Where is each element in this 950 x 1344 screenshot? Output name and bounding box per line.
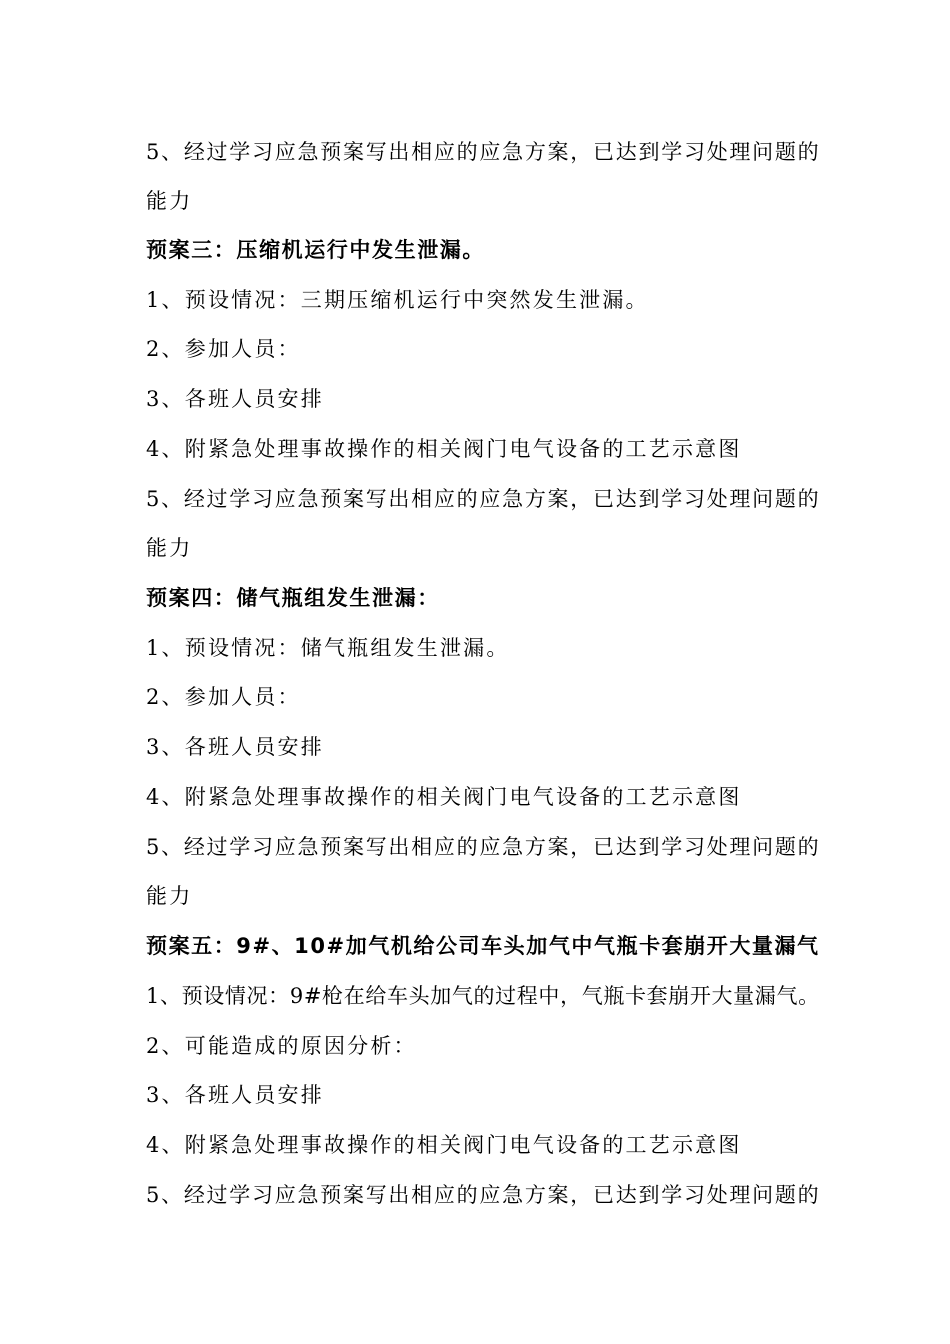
text-line: 5、经过学习应急预案写出相应的应急方案，已达到学习处理问题的 — [146, 487, 821, 511]
text-line: 能力 — [146, 536, 193, 560]
text-line: 1、预设情况：储气瓶组发生泄漏。 — [146, 636, 510, 660]
text-line: 3、各班人员安排 — [146, 1083, 324, 1107]
text-line: 4、附紧急处理事故操作的相关阀门电气设备的工艺示意图 — [146, 785, 742, 809]
text-line: 1、预设情况：9#枪在给车头加气的过程中，气瓶卡套崩开大量漏气。 — [146, 984, 820, 1008]
text-line: 2、可能造成的原因分析： — [146, 1034, 417, 1058]
text-line: 3、各班人员安排 — [146, 387, 324, 411]
text-line: 4、附紧急处理事故操作的相关阀门电气设备的工艺示意图 — [146, 437, 742, 461]
text-line: 能力 — [146, 884, 193, 908]
text-line: 1、预设情况：三期压缩机运行中突然发生泄漏。 — [146, 288, 649, 312]
text-line: 能力 — [146, 189, 193, 213]
text-line: 2、参加人员： — [146, 685, 301, 709]
text-line: 5、经过学习应急预案写出相应的应急方案，已达到学习处理问题的 — [146, 140, 821, 164]
text-line: 3、各班人员安排 — [146, 735, 324, 759]
section-heading: 预案五：9#、10#加气机给公司车头加气中气瓶卡套崩开大量漏气 — [146, 934, 820, 958]
text-line: 2、参加人员： — [146, 337, 301, 361]
section-heading: 预案四：储气瓶组发生泄漏： — [146, 586, 440, 610]
text-line: 5、经过学习应急预案写出相应的应急方案，已达到学习处理问题的 — [146, 835, 821, 859]
text-line: 5、经过学习应急预案写出相应的应急方案，已达到学习处理问题的 — [146, 1183, 821, 1207]
section-heading: 预案三：压缩机运行中发生泄漏。 — [146, 238, 485, 262]
text-line: 4、附紧急处理事故操作的相关阀门电气设备的工艺示意图 — [146, 1133, 742, 1157]
